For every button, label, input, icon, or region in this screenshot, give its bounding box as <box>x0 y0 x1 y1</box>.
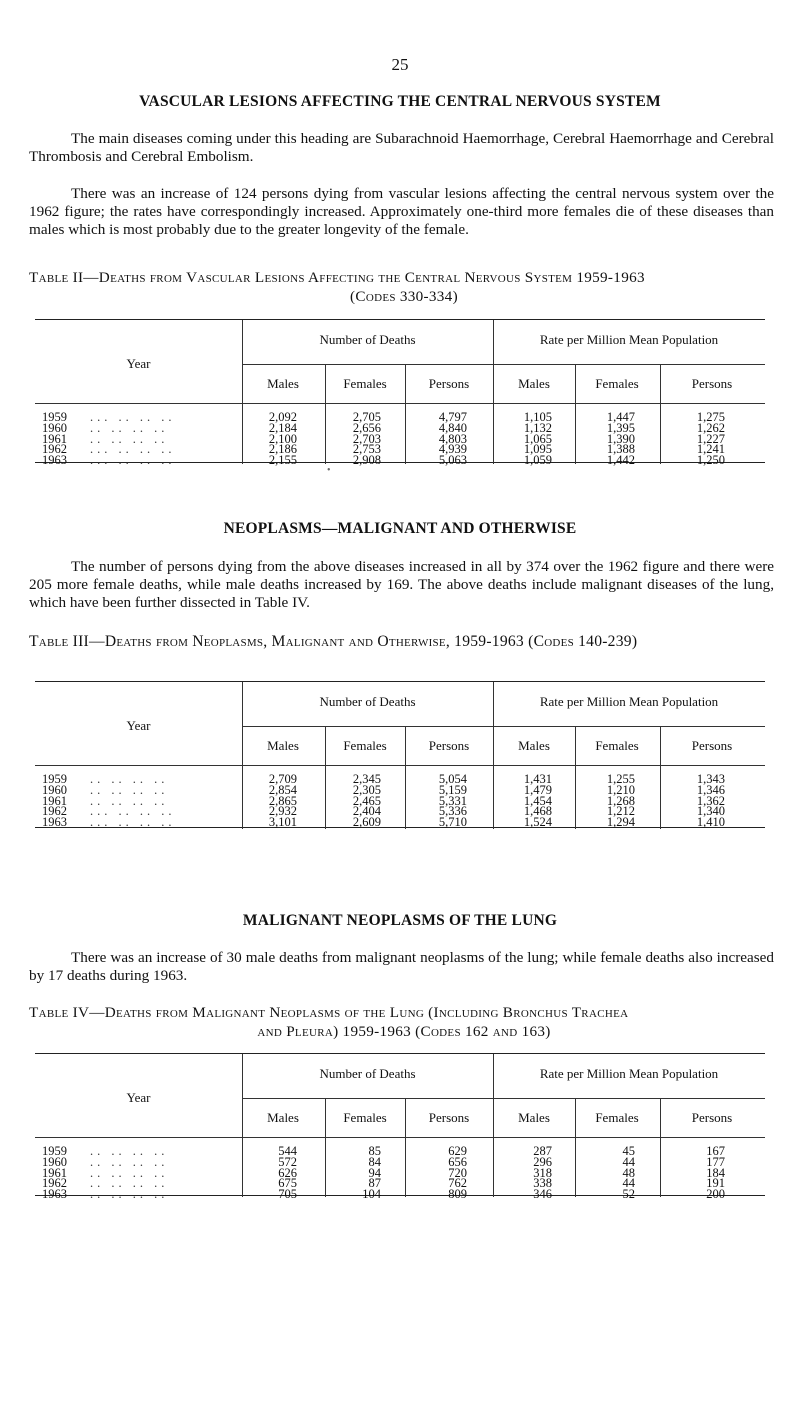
year-header: Year <box>126 356 151 371</box>
row-leader-dots: .. .. .. .. <box>90 420 169 435</box>
rate-group-header: Rate per Million Mean Population <box>539 1066 719 1081</box>
column-header-persons: Persons <box>428 738 470 753</box>
row-leader-dots: .. .. .. .. <box>90 782 169 797</box>
cell-rate-f: 1,388 <box>606 442 635 457</box>
cell-rate-f: 1,390 <box>606 431 635 446</box>
cell-deaths-p: 5,336 <box>438 804 467 819</box>
row-leader-dots: ... .. .. .. <box>90 410 176 424</box>
column-header-females: Females <box>343 376 387 391</box>
column-header-males: Males <box>267 1110 299 1125</box>
row-year: 1962 <box>42 442 67 457</box>
row-year: 1960 <box>42 782 67 797</box>
cell-rate-f: 1,212 <box>606 804 635 819</box>
row-year: 1961 <box>42 793 67 808</box>
cell-rate-p: 1,362 <box>696 793 725 808</box>
cell-deaths-p: 809 <box>448 1187 467 1202</box>
row-year: 1959 <box>42 1144 67 1158</box>
cell-rate-f: 1,442 <box>606 453 635 468</box>
year-header: Year <box>126 718 151 733</box>
cell-deaths-p: 4,939 <box>438 442 467 457</box>
table-caption-ii-line2: (Codes 330-334) <box>350 288 458 305</box>
row-leader-dots: .. .. .. .. <box>90 1165 169 1180</box>
cell-deaths-f: 2,609 <box>352 815 381 830</box>
cell-deaths-f: 87 <box>368 1176 381 1191</box>
cell-deaths-m: 2,709 <box>268 772 297 786</box>
cell-deaths-m: 2,092 <box>268 410 297 424</box>
cell-rate-p: 167 <box>706 1144 725 1158</box>
cell-deaths-f: 104 <box>362 1187 381 1202</box>
cell-rate-f: 1,447 <box>606 410 635 424</box>
row-year: 1962 <box>42 1176 67 1191</box>
section-heading-neoplasms: NEOPLASMS—MALIGNANT AND OTHERWISE <box>223 520 577 537</box>
cell-deaths-m: 705 <box>278 1187 297 1202</box>
cell-rate-p: 1,340 <box>696 804 725 819</box>
row-year: 1963 <box>42 815 67 830</box>
row-year: 1959 <box>42 772 67 786</box>
cell-deaths-p: 629 <box>448 1144 467 1158</box>
cell-deaths-m: 2,854 <box>268 782 297 797</box>
row-leader-dots: .. .. .. .. <box>90 1144 169 1158</box>
table-iv <box>35 1053 765 1202</box>
cell-rate-p: 1,241 <box>696 442 725 457</box>
cell-rate-m: 296 <box>533 1154 552 1169</box>
row-leader-dots: .. .. .. .. <box>90 1187 169 1202</box>
column-header-females: Females <box>595 1110 639 1125</box>
page-number: 25 <box>391 55 409 74</box>
table-row <box>35 1187 765 1200</box>
row-year: 1959 <box>42 410 67 424</box>
cell-deaths-f: 2,753 <box>352 442 381 457</box>
row-leader-dots: .. .. .. .. <box>90 772 169 786</box>
cell-rate-m: 1,479 <box>523 782 552 797</box>
cell-deaths-f: 2,705 <box>352 410 381 424</box>
cell-rate-p: 1,227 <box>696 431 725 446</box>
cell-rate-p: 1,250 <box>696 453 725 468</box>
column-header-persons: Persons <box>691 376 733 391</box>
cell-rate-f: 1,294 <box>606 815 635 830</box>
row-year: 1962 <box>42 804 67 819</box>
cell-rate-m: 1,132 <box>523 420 552 435</box>
cell-rate-p: 1,346 <box>696 782 725 797</box>
cell-rate-p: 1,343 <box>696 772 725 786</box>
cell-deaths-f: 84 <box>368 1154 381 1169</box>
table-caption-ii <box>29 268 779 306</box>
cell-rate-m: 346 <box>533 1187 552 1202</box>
rate-group-header: Rate per Million Mean Population <box>539 332 719 347</box>
cell-rate-m: 1,431 <box>523 772 552 786</box>
cell-rate-f: 1,255 <box>606 772 635 786</box>
paragraph-vascular-increase: There was an increase of 124 persons dying from vascular lesions affecting the central nervous system over the 1962 figure; the rates have correspondingly increased. Approximately one-third more females die of these diseases than males which is most probably due to the greater longevity of the female. <box>29 185 774 238</box>
cell-deaths-m: 2,865 <box>268 793 297 808</box>
cell-rate-p: 177 <box>706 1154 725 1169</box>
cell-rate-p: 200 <box>706 1187 725 1202</box>
cell-rate-f: 45 <box>622 1144 635 1158</box>
row-year: 1960 <box>42 420 67 435</box>
cell-deaths-m: 2,155 <box>268 453 297 468</box>
header-bottom-line <box>35 403 765 404</box>
cell-deaths-m: 626 <box>278 1165 297 1180</box>
cell-rate-f: 48 <box>622 1165 635 1180</box>
table-caption-ii-line1: Table II—Deaths from Vascular Lesions Affecting the Central Nervous System 1959-1963 <box>29 269 645 286</box>
table-caption-iii: Table III—Deaths from Neoplasms, Malignant and Otherwise, 1959-1963 (Codes 140-239) <box>29 633 638 650</box>
cell-deaths-p: 4,797 <box>438 410 467 424</box>
cell-deaths-f: 2,305 <box>352 782 381 797</box>
cell-rate-f: 44 <box>622 1154 635 1169</box>
cell-deaths-p: 4,840 <box>438 420 467 435</box>
deaths-group-header: Number of Deaths <box>319 694 416 709</box>
row-leader-dots: .. .. .. .. <box>90 793 169 808</box>
cell-deaths-p: 4,803 <box>438 431 467 446</box>
cell-rate-f: 1,268 <box>606 793 635 808</box>
column-header-persons: Persons <box>691 738 733 753</box>
header-split-line <box>242 1098 765 1099</box>
header-split-line <box>242 364 765 365</box>
header-bottom-line <box>35 1137 765 1138</box>
cell-rate-p: 184 <box>706 1165 725 1180</box>
cell-deaths-p: 5,054 <box>438 772 467 786</box>
row-leader-dots: ... .. .. .. <box>90 815 176 830</box>
table-caption-iv-line1: Table IV—Deaths from Malignant Neoplasms of the Lung (Including Bronchus Trachea <box>29 1004 629 1021</box>
cell-deaths-f: 85 <box>368 1144 381 1158</box>
cell-deaths-p: 720 <box>448 1165 467 1180</box>
column-header-females: Females <box>343 1110 387 1125</box>
cell-deaths-f: 2,908 <box>352 453 381 468</box>
cell-deaths-f: 2,465 <box>352 793 381 808</box>
table-iii <box>35 681 765 828</box>
cell-rate-m: 1,095 <box>523 442 552 457</box>
cell-deaths-f: 2,404 <box>352 804 381 819</box>
column-header-males: Males <box>267 376 299 391</box>
cell-rate-m: 1,065 <box>523 431 552 446</box>
paragraph-vascular-intro: The main diseases coming under this heading are Subarachnoid Haemorrhage, Cerebral Haemorrhage and Cerebral Thrombosis and Cerebral Embolism. <box>29 130 774 165</box>
cell-deaths-m: 544 <box>278 1144 297 1158</box>
row-year: 1961 <box>42 431 67 446</box>
cell-deaths-p: 5,710 <box>438 815 467 830</box>
column-header-females: Females <box>343 738 387 753</box>
rate-group-header: Rate per Million Mean Population <box>539 694 719 709</box>
cell-deaths-m: 675 <box>278 1176 297 1191</box>
table-caption-iv-line2: and Pleura) 1959-1963 (Codes 162 and 163) <box>257 1023 551 1040</box>
table-row <box>35 815 765 828</box>
cell-rate-f: 1,395 <box>606 420 635 435</box>
cell-deaths-f: 2,345 <box>352 772 381 786</box>
row-leader-dots: ... .. .. .. <box>90 442 176 457</box>
row-leader-dots: .. .. .. .. <box>90 431 169 446</box>
cell-rate-m: 1,468 <box>523 804 552 819</box>
column-header-males: Males <box>518 738 550 753</box>
table-caption-iv <box>29 1003 779 1041</box>
deaths-group-header: Number of Deaths <box>319 1066 416 1081</box>
row-year: 1961 <box>42 1165 67 1180</box>
cell-rate-m: 318 <box>533 1165 552 1180</box>
row-year: 1960 <box>42 1154 67 1169</box>
cell-deaths-m: 3,101 <box>268 815 297 830</box>
cell-deaths-m: 2,186 <box>268 442 297 457</box>
cell-deaths-m: 2,184 <box>268 420 297 435</box>
cell-deaths-p: 5,159 <box>438 782 467 797</box>
stray-mark: • <box>327 465 331 476</box>
cell-rate-p: 1,410 <box>696 815 725 830</box>
header-bottom-line <box>35 765 765 766</box>
table-ii <box>35 319 765 468</box>
cell-rate-m: 287 <box>533 1144 552 1158</box>
row-leader-dots: ... .. .. .. <box>90 453 176 468</box>
deaths-group-header: Number of Deaths <box>319 332 416 347</box>
section-heading-vascular: VASCULAR LESIONS AFFECTING THE CENTRAL NERVOUS SYSTEM <box>139 93 661 110</box>
column-header-females: Females <box>595 376 639 391</box>
cell-deaths-p: 5,331 <box>438 793 467 808</box>
cell-deaths-m: 2,100 <box>268 431 297 446</box>
cell-rate-f: 1,210 <box>606 782 635 797</box>
cell-deaths-m: 2,932 <box>268 804 297 819</box>
paragraph-neoplasms: The number of persons dying from the above diseases increased in all by 374 over the 1962 figure and there were 205 more female deaths, while male deaths increased by 169. The above deaths include malignant diseases of the lung, which have been further dissected in Table IV. <box>29 558 774 611</box>
cell-deaths-f: 94 <box>368 1165 381 1180</box>
column-header-persons: Persons <box>428 1110 470 1125</box>
row-leader-dots: ... .. .. .. <box>90 804 176 819</box>
cell-rate-f: 52 <box>622 1187 635 1202</box>
cell-deaths-p: 656 <box>448 1154 467 1169</box>
column-header-persons: Persons <box>691 1110 733 1125</box>
column-header-males: Males <box>267 738 299 753</box>
row-leader-dots: .. .. .. .. <box>90 1176 169 1191</box>
cell-deaths-m: 572 <box>278 1154 297 1169</box>
section-heading-lung: MALIGNANT NEOPLASMS OF THE LUNG <box>242 912 558 929</box>
column-header-persons: Persons <box>428 376 470 391</box>
row-year: 1963 <box>42 1187 67 1202</box>
table-row <box>35 453 765 466</box>
header-split-line <box>242 726 765 727</box>
cell-rate-m: 1,105 <box>523 410 552 424</box>
paragraph-lung: There was an increase of 30 male deaths from malignant neoplasms of the lung; while female deaths also increased by 17 deaths during 1963. <box>29 949 774 984</box>
column-header-males: Males <box>518 376 550 391</box>
cell-rate-m: 1,524 <box>523 815 552 830</box>
cell-rate-p: 1,262 <box>696 420 725 435</box>
row-leader-dots: .. .. .. .. <box>90 1154 169 1169</box>
cell-rate-m: 338 <box>533 1176 552 1191</box>
cell-rate-p: 1,275 <box>696 410 725 424</box>
cell-rate-m: 1,059 <box>523 453 552 468</box>
cell-rate-f: 44 <box>622 1176 635 1191</box>
row-year: 1963 <box>42 453 67 468</box>
cell-deaths-f: 2,656 <box>352 420 381 435</box>
cell-rate-p: 191 <box>706 1176 725 1191</box>
cell-deaths-p: 762 <box>448 1176 467 1191</box>
year-header: Year <box>126 1090 151 1105</box>
column-header-females: Females <box>595 738 639 753</box>
column-header-males: Males <box>518 1110 550 1125</box>
cell-deaths-p: 5,063 <box>438 453 467 468</box>
cell-rate-m: 1,454 <box>523 793 552 808</box>
cell-deaths-f: 2,703 <box>352 431 381 446</box>
